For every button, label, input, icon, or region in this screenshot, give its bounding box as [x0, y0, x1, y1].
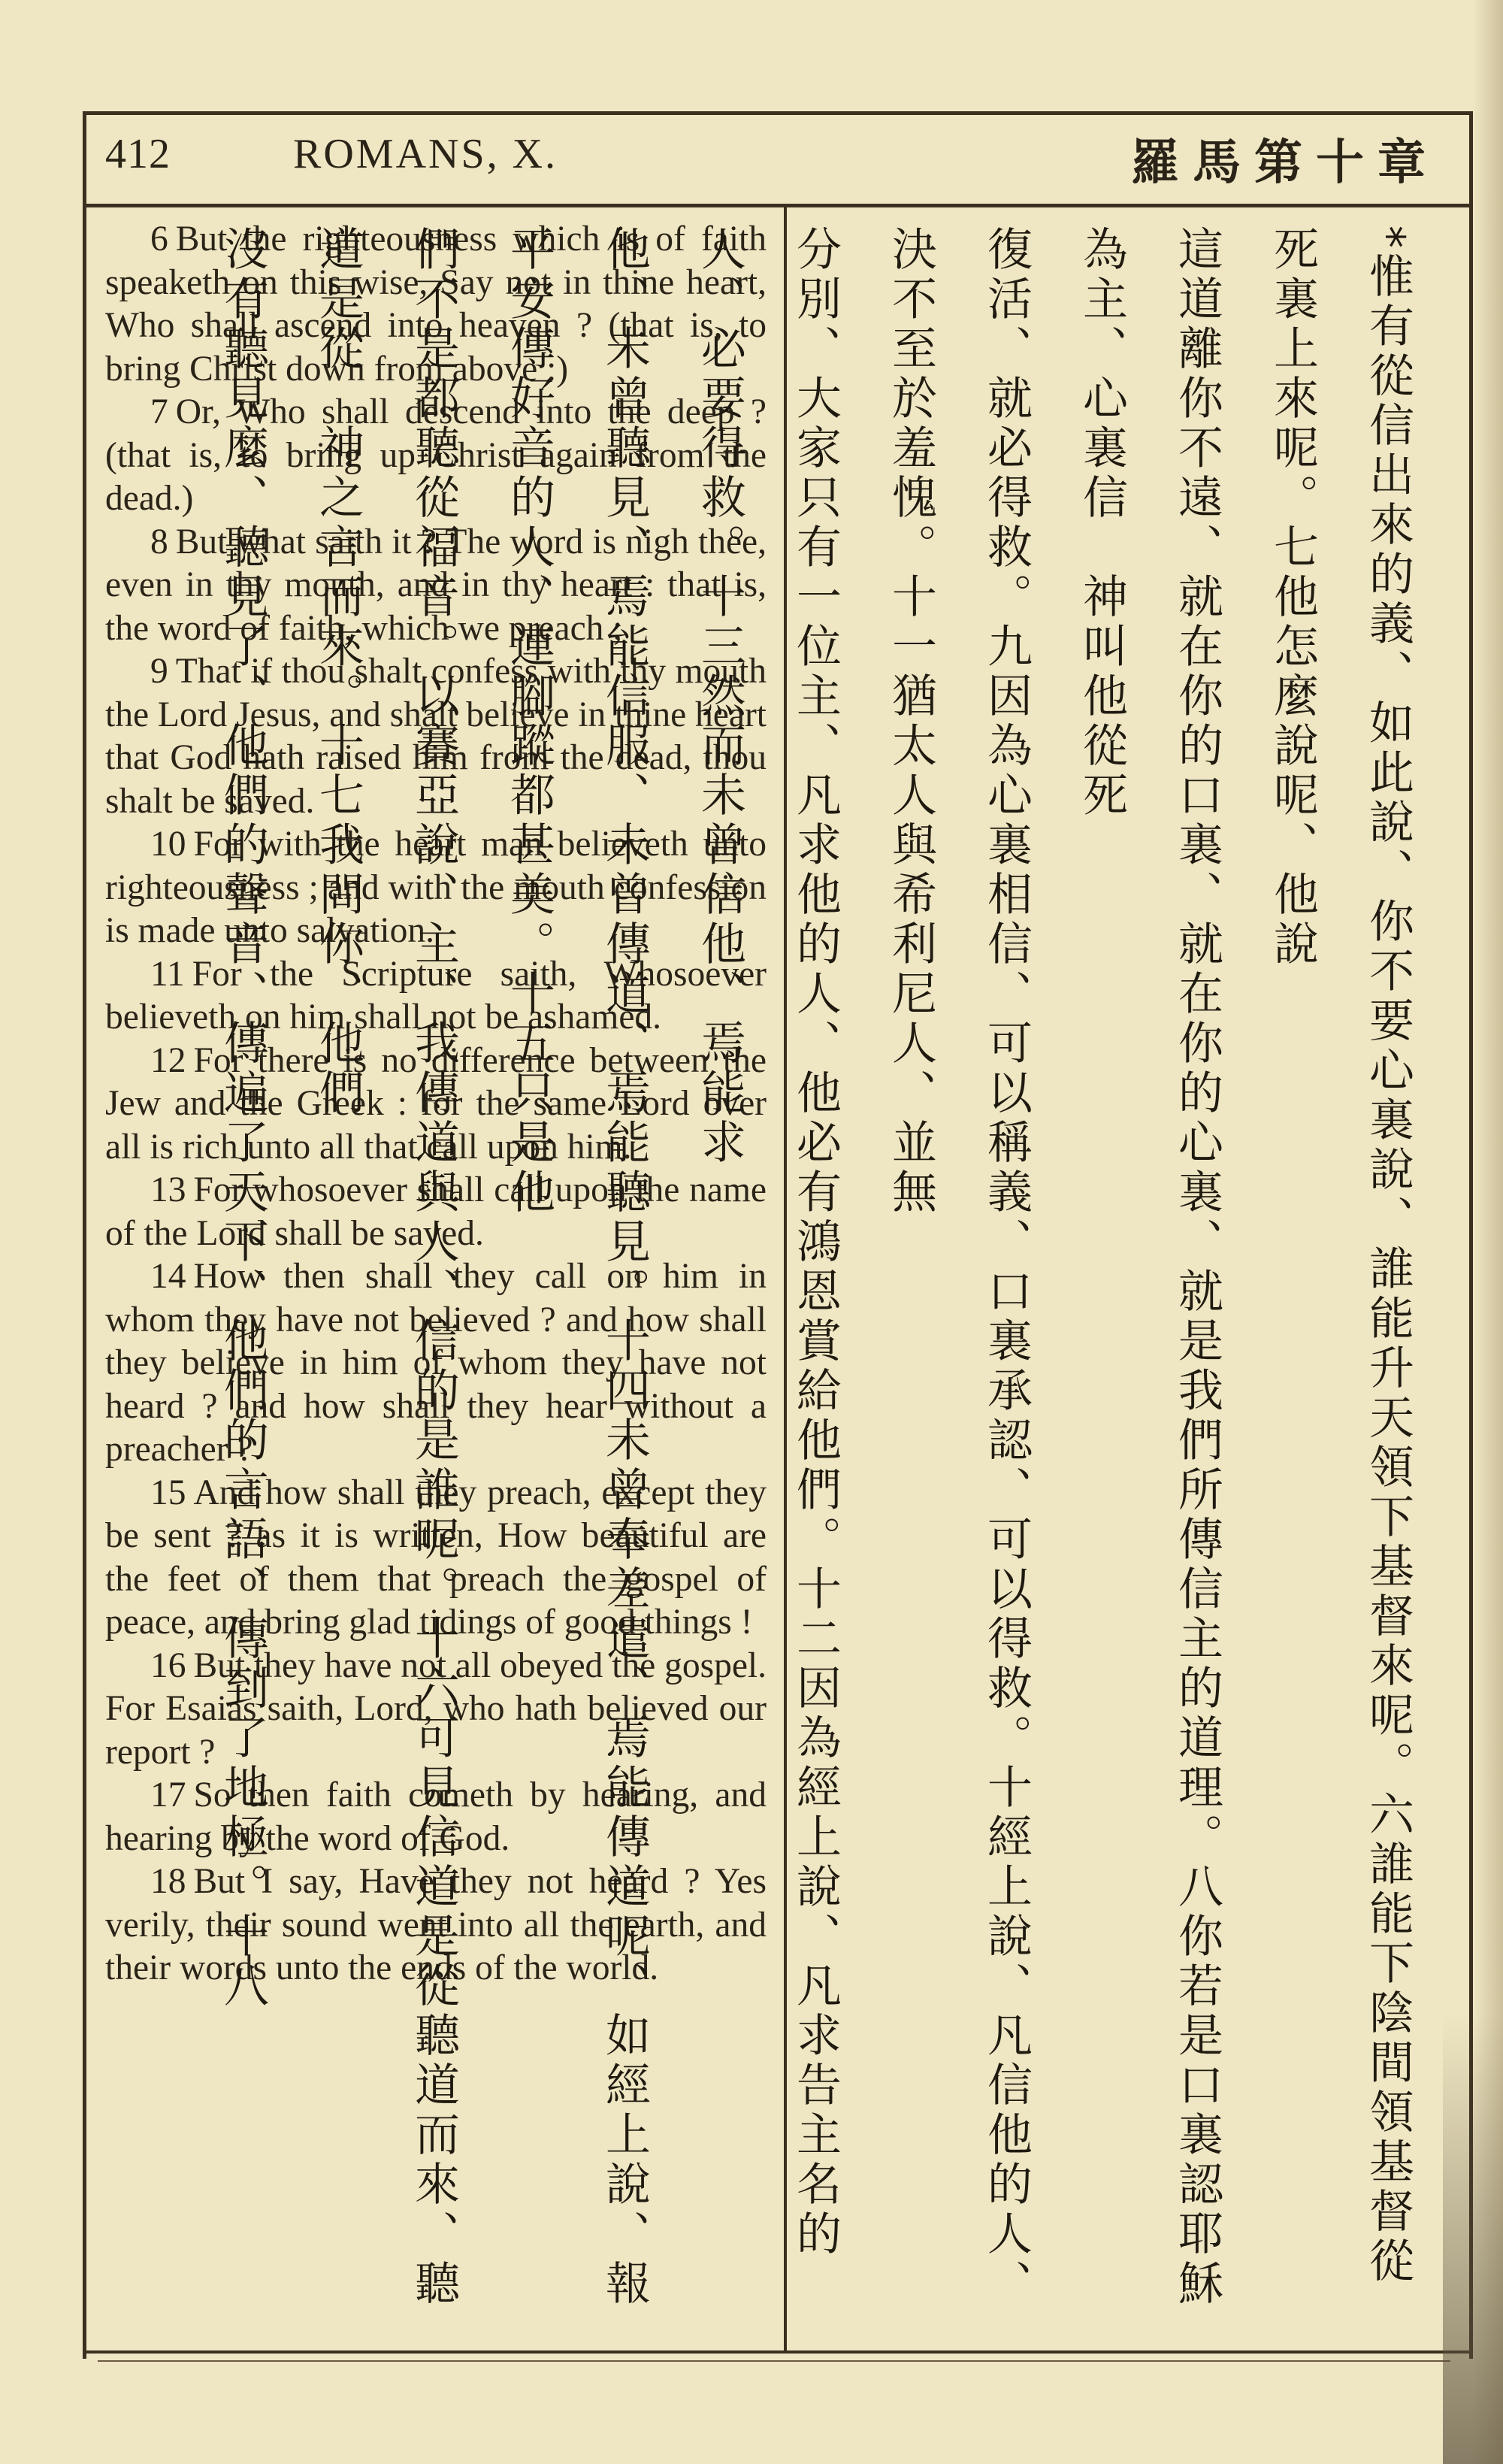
footer-rule-thin — [98, 2360, 1450, 2362]
verse-18: 18 But I say, Have they not heard ? Yes verily, their sound went into all the earth, and their words unto the ends of the world. — [105, 1862, 767, 1987]
chinese-column-line: 復活、就必得救。九因為心裏相信、可以稱義、口裏承認、可以得救。十經上說、凡信他的人、決不至於羞愧。十一猶太人與希利尼人、並無 — [885, 226, 1033, 2309]
chinese-running-head: 羅馬第十章 — [1131, 135, 1439, 191]
verse-16: 16 But they have not all obeyed the gospel. For Esaias saith, Lord, who hath believed our report ? — [105, 1645, 767, 1772]
chinese-column-line: 分別、大家只有一位主、凡求他的人、他必有鴻恩賞給他們。十二因為經上說、凡求告主名的人、必要得救。十三然而未曾信他、焉能求 — [694, 226, 842, 2260]
chinese-column-line: 這道離你不遠、就在你的口裏、就在你的心裏、就是我們所傳信主的道理。八你若是口裏認耶穌為主、心裏信 神叫他從死 — [1075, 226, 1223, 2309]
running-head: ROMANS, X. — [293, 131, 558, 177]
verse-11: 11 For the Scripture saith, Whosoever believeth on him shall not be ashamed. — [105, 954, 767, 1037]
chinese-column-line: *惟有從信出來的義、如此說、你不要心裏說、誰能升天領下基督來呢。六誰能下陰間領基督從死裏上來呢。七他怎麼說呢、他說 — [1266, 226, 1414, 2287]
page-number: 412 — [105, 131, 171, 177]
verse-15: 15 And how shall they preach, except they be sent ? as it is written, How beautiful are the feet of them that preach the gospel of peace, and bring glad tidings of good things ! — [105, 1473, 767, 1642]
verse-12: 12 For there is no difference between the Jew and the Greek : for the same Lord over all is rich unto all that call upon him. — [105, 1040, 767, 1167]
footer-rule — [83, 2350, 1469, 2354]
chinese-column-line: 們不是都聽從福音。以賽亞說、主、我傳道與人、信的是誰呢。十六可見信道是從聽道而來、聽道是從 神之言而來。十七我問你、他們 — [312, 226, 460, 2309]
verse-6: 6 But the righteousness which is of faith speaketh on this wise, Say not in thine heart, Who shall ascend into heaven ? (that is, to bring Christ down from above :) — [105, 219, 767, 389]
page-corner-stain — [1443, 2013, 1503, 2464]
verse-10: 10 For with the heart man believeth unto righteousness ; and with the mouth confession is made unto salvation. — [105, 825, 767, 950]
verse-9: 9 That if thou shalt confess with thy mouth the Lord Jesus, and shalt believe in thine heart that God hath raised him from the dead, thou shalt be saved. — [105, 652, 767, 821]
page-header — [83, 111, 1469, 207]
verse-13: 13 For whosoever shall call upon the name of the Lord shall be saved. — [105, 1170, 767, 1253]
chinese-column-line: 他、未曾聽見、焉能信服、未曾傳道、焉能聽見。十四未曾奉差遣、焉能傳道呢、如經上說、報平安傳好音的人、連腳蹤都甚美。十五只是他 — [503, 226, 651, 2309]
verse-8: 8 But what saith it ? The word is nigh thee, even in thy mouth, and in thy heart : that is, the word of faith, which we preach ; — [105, 522, 767, 648]
verse-14: 14 How then shall they call on him in whom they have not believed ? and how shall they believe in him of whom they have not heard ? and how shall they hear without a preacher ? — [105, 1257, 767, 1469]
verse-7: 7 Or, Who shall descend into the deep ? (that is, to bring up Christ again from the dead.) — [105, 392, 767, 518]
chinese-column-line: 沒有聽見麼、聽見了、他們的聲音、傳遍了天下、他們的言語、傳到了地極。十八 — [216, 226, 269, 2011]
verse-17: 17 So then faith cometh by hearing, and hearing by the word of God. — [105, 1775, 767, 1858]
